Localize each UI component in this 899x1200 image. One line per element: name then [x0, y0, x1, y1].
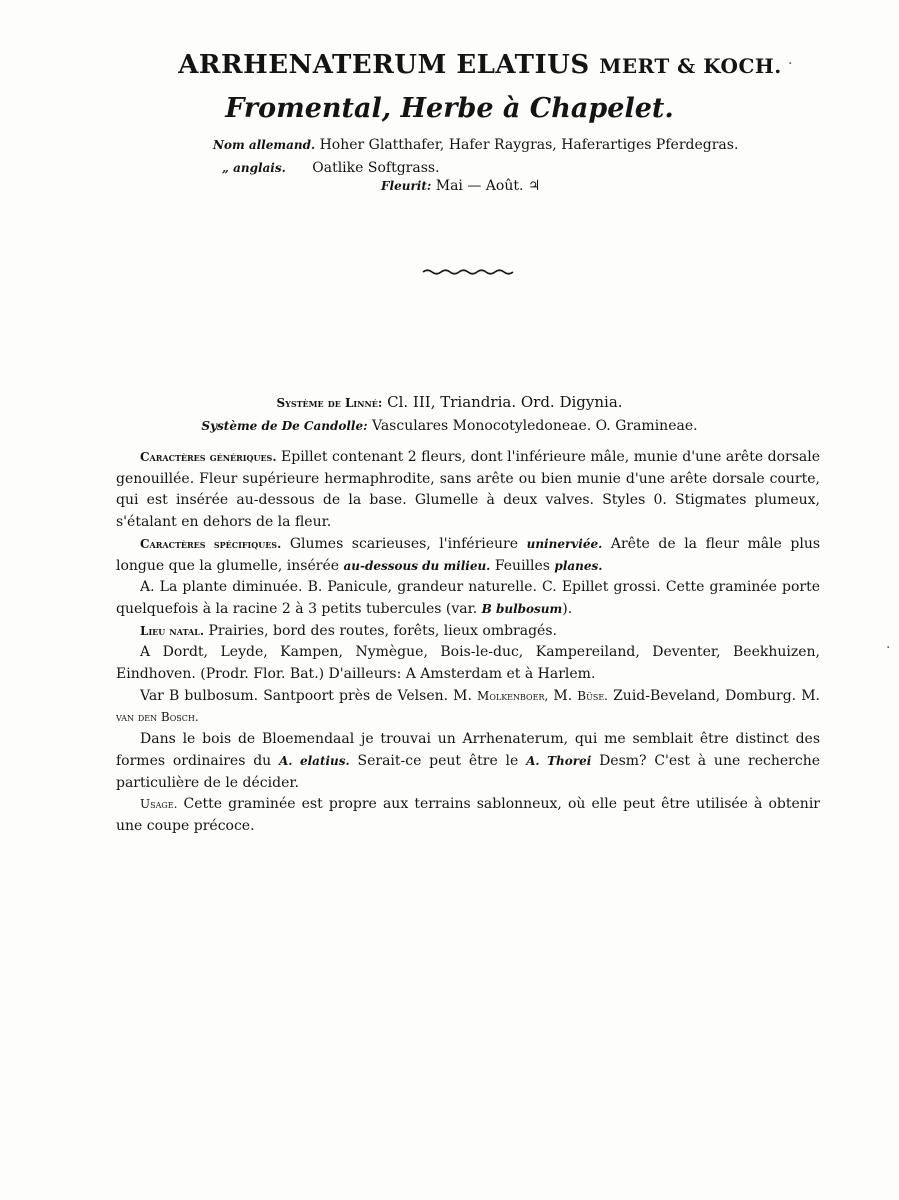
scan-speck: ·: [788, 56, 793, 72]
bloemendaal-text: Dans le bois de Bloemendaal je trouvai un Arrhenaterum, qui me semblait être distinct des formes ordinaires du: [116, 731, 820, 769]
common-name: Fromental, Herbe à Chapelet.: [225, 93, 674, 124]
english-name-line: [222, 160, 440, 176]
variety-text: M.: [553, 687, 573, 704]
decandolle-system-value: Vasculares Monocotyledoneae. O. Gramineae.: [372, 418, 698, 434]
figure-legend-paragraph: [116, 577, 820, 620]
generic-characters-label: Caractères génériques.: [140, 450, 277, 464]
variety-text: Zuid-Beveland, Domburg. M.: [613, 687, 820, 704]
bloemendaal-text: Desm? C'est à une recherche particulière de le décider.: [116, 752, 820, 791]
specific-text: Feuilles: [494, 557, 550, 574]
flowering-label: Fleurit:: [381, 179, 432, 193]
native-habitat-label: Lieu natal.: [140, 623, 205, 638]
species-name: ARRHENATERUM ELATIUS: [178, 50, 590, 80]
flowering-line: [381, 178, 540, 194]
usage-label: Usage.: [140, 797, 178, 812]
specific-text: Arête de la fleur mâle plus longue que la glumelle, insérée: [116, 535, 821, 574]
linne-system-line: [0, 393, 899, 411]
variety-name: B bulbosum: [481, 601, 563, 616]
specific-italic-term: au-dessous du milieu.: [343, 558, 491, 573]
page-title: [0, 50, 899, 80]
decandolle-system-label: Système de De Candolle:: [201, 419, 368, 433]
description-body: [116, 447, 820, 838]
bloemendaal-text: Serait-ce peut être le: [357, 752, 519, 769]
figure-legend-text: ).: [562, 600, 573, 617]
linne-system-label: Système de Linné:: [276, 396, 383, 410]
specific-characters-label: Caractères spécifiques.: [140, 536, 282, 551]
specific-text: Glumes scarieuses, l'inférieure: [289, 535, 519, 552]
localities-paragraph: [116, 642, 820, 685]
specific-italic-term: planes.: [554, 558, 603, 573]
collector-name: Molkenboer,: [477, 688, 549, 703]
german-name-line: [213, 137, 738, 153]
localities-text: A Dordt, Leyde, Kampen, Nymègue, Bois-le-duc, Kampereiland, Deventer, Beekhuizen, Eindhoven. (Prodr. Flor. Bat.) D'ailleurs: A Amsterdam et à Harlem.: [116, 644, 820, 683]
species-reference: A. elatius.: [278, 753, 350, 768]
specific-characters-paragraph: [116, 534, 820, 577]
variety-paragraph: [116, 686, 820, 729]
generic-characters-text: Epillet contenant 2 fleurs, dont l'inférieure mâle, munie d'une arête dorsale genouillée. Fleur supérieure hermaphrodite, sans arête ou bien munie d'une arête dorsale courte, qui est insérée au-dessous de la base. Glumelle à deux valves. Styles 0. Stigmates plumeux, s'étalant en dehors de la fleur.: [116, 449, 820, 531]
specific-italic-term: uninerviée.: [526, 536, 603, 551]
generic-characters-paragraph: [116, 447, 820, 534]
figure-legend-text: A. La plante diminuée. B. Panicule, grandeur naturelle. C. Epillet grossi. Cette graminée porte quelquefois à la racine 2 à 3 petits tubercules (var.: [116, 579, 820, 617]
native-habitat-text: Prairies, bord des routes, forêts, lieux ombragés.: [208, 622, 557, 639]
species-authors: MERT & KOCH.: [599, 54, 782, 78]
scan-speck: ·: [886, 640, 891, 656]
german-name-value: Hoher Glatthafer, Hafer Raygras, Haferartiges Pferdegras.: [319, 137, 739, 153]
flowering-value: Mai — Août. ♃: [435, 178, 541, 194]
english-name-value: Oatlike Softgrass.: [312, 160, 440, 176]
collector-name: van den Bosch.: [116, 710, 199, 725]
collector-name: Büse.: [577, 688, 608, 703]
native-habitat-paragraph: [116, 621, 820, 643]
decorative-wavy-rule: [422, 268, 517, 276]
bloemendaal-paragraph: [116, 729, 820, 794]
usage-text: Cette graminée est propre aux terrains sablonneux, où elle peut être utilisée à obtenir une coupe précoce.: [116, 796, 820, 834]
german-name-label: Nom allemand.: [213, 138, 316, 152]
species-reference: A. Thorei: [526, 753, 592, 768]
variety-text: Var B bulbosum. Santpoort près de Velsen. M.: [140, 687, 472, 704]
english-name-label: „ anglais.: [222, 161, 286, 175]
usage-paragraph: [116, 794, 820, 837]
linne-system-value: Cl. III, Triandria. Ord. Digynia.: [387, 393, 623, 411]
decandolle-system-line: [0, 418, 899, 434]
